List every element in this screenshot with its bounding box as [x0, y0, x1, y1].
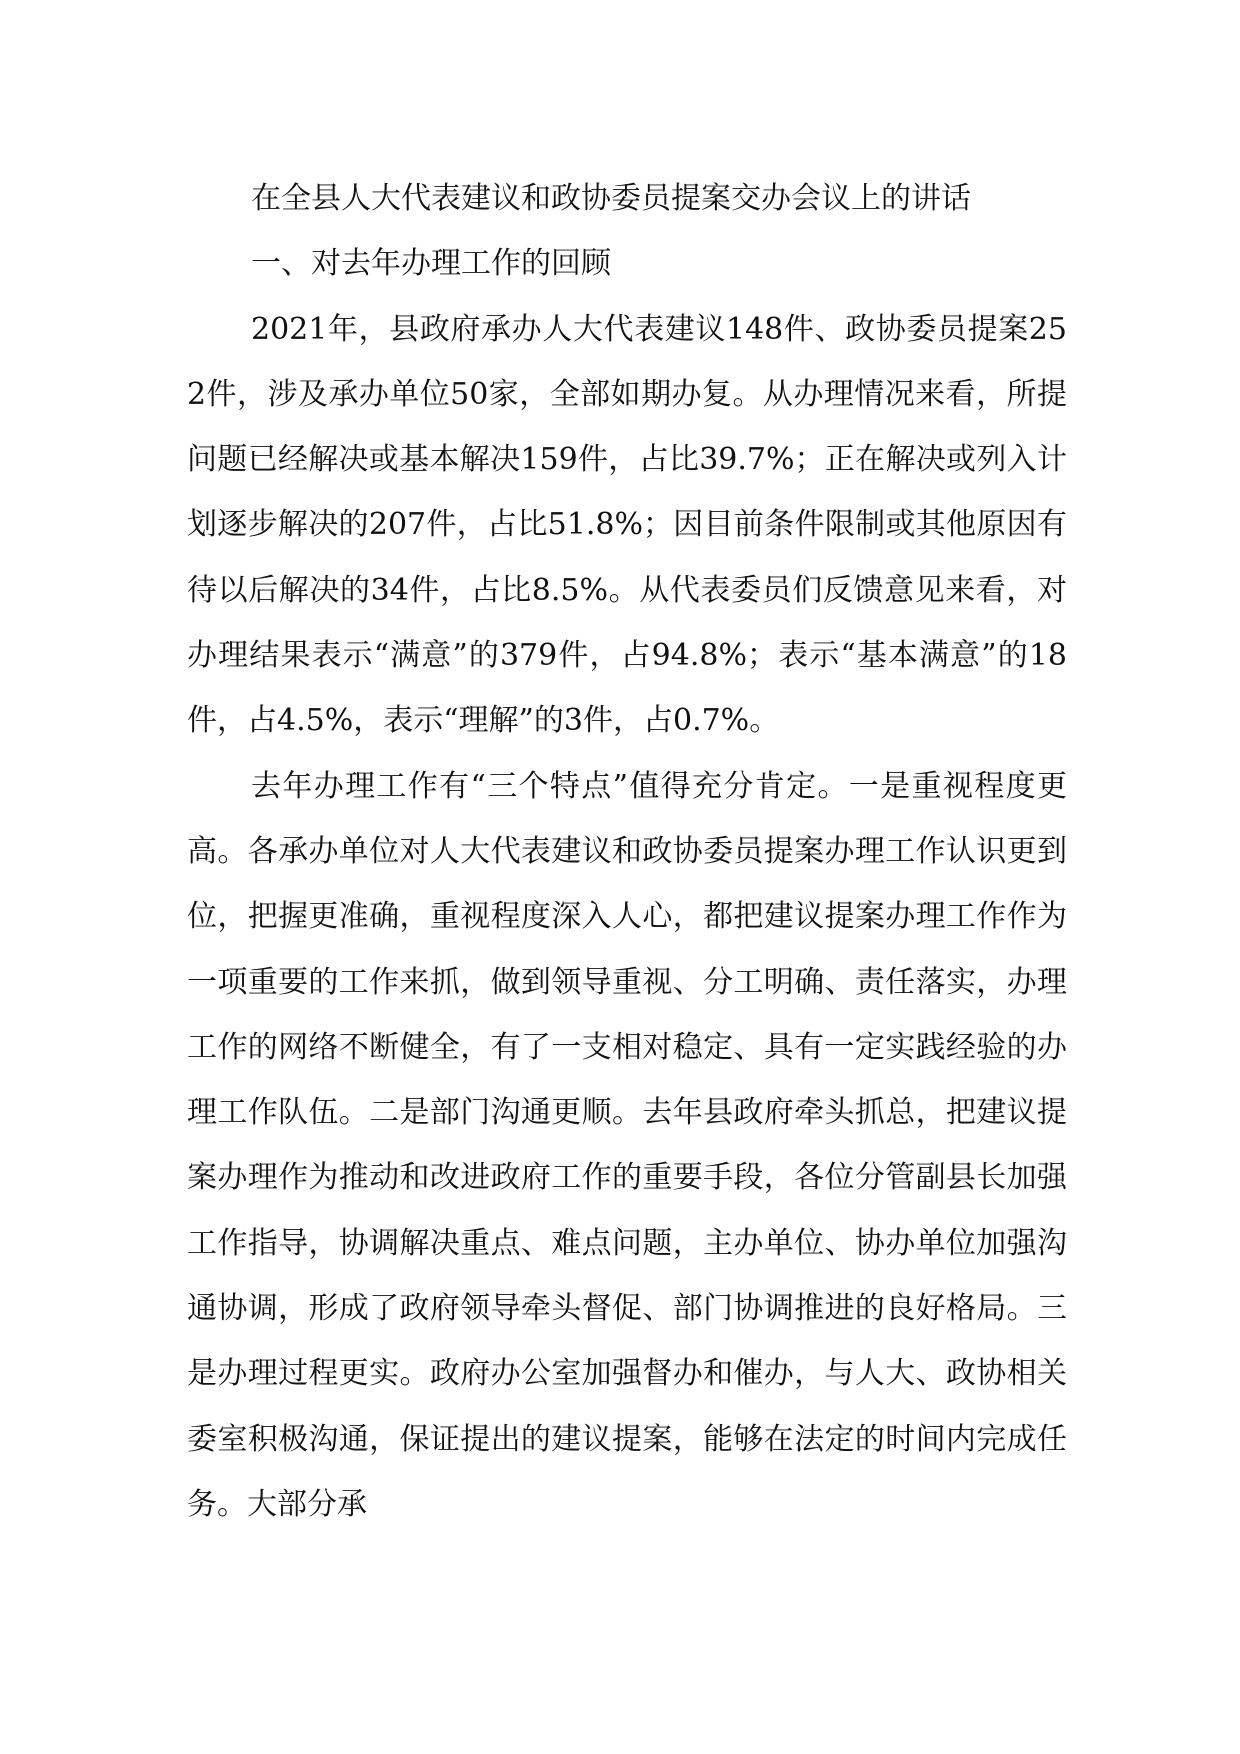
body-paragraph-1: 2021年，县政府承办人大代表建议148件、政协委员提案252件，涉及承办单位50家，全部如期办复。从办理情况来看，所提问题已经解决或基本解决159件，占比39.7%；正在解决或列入计划逐步解决的207件，占比51.8%；因目前条件限制或其他原因有待以后解决的34件，占比8.5%。从代表委员们反馈意见来看，对办理结果表示“满意”的379件，占94.8%；表示“基本满意”的18件，占4.5%，表示“理解”的3件，占0.7%。 [187, 311, 1067, 739]
section-heading: 一、对去年办理工作的回顾 [251, 246, 611, 282]
body-paragraph-2: 去年办理工作有“三个特点”值得充分肯定。一是重视程度更高。各承办单位对人大代表建议和政协委员提案办理工作认识更到位，把握更准确，重视程度深入人心，都把建议提案办理工作作为一项重要的工作来抓，做到领导重视、分工明确、责任落实，办理工作的网络不断健全，有了一支相对稳定、具有一定实践经验的办理工作队伍。二是部门沟通更顺。去年县政府牵头抓总，把建议提案办理作为推动和改进政府工作的重要手段，各位分管副县长加强工作指导，协调解决重点、难点问题，主办单位、协办单位加强沟通协调，形成了政府领导牵头督促、部门协调推进的良好格局。三是办理过程更实。政府办公室加强督办和催办，与人大、政协相关委室积极沟通，保证提出的建议提案，能够在法定的时间内完成任务。大部分承 [187, 768, 1067, 1522]
document-title: 在全县人大代表建议和政协委员提案交办会议上的讲话 [251, 181, 971, 216]
document-page [187, 0, 1067, 1754]
